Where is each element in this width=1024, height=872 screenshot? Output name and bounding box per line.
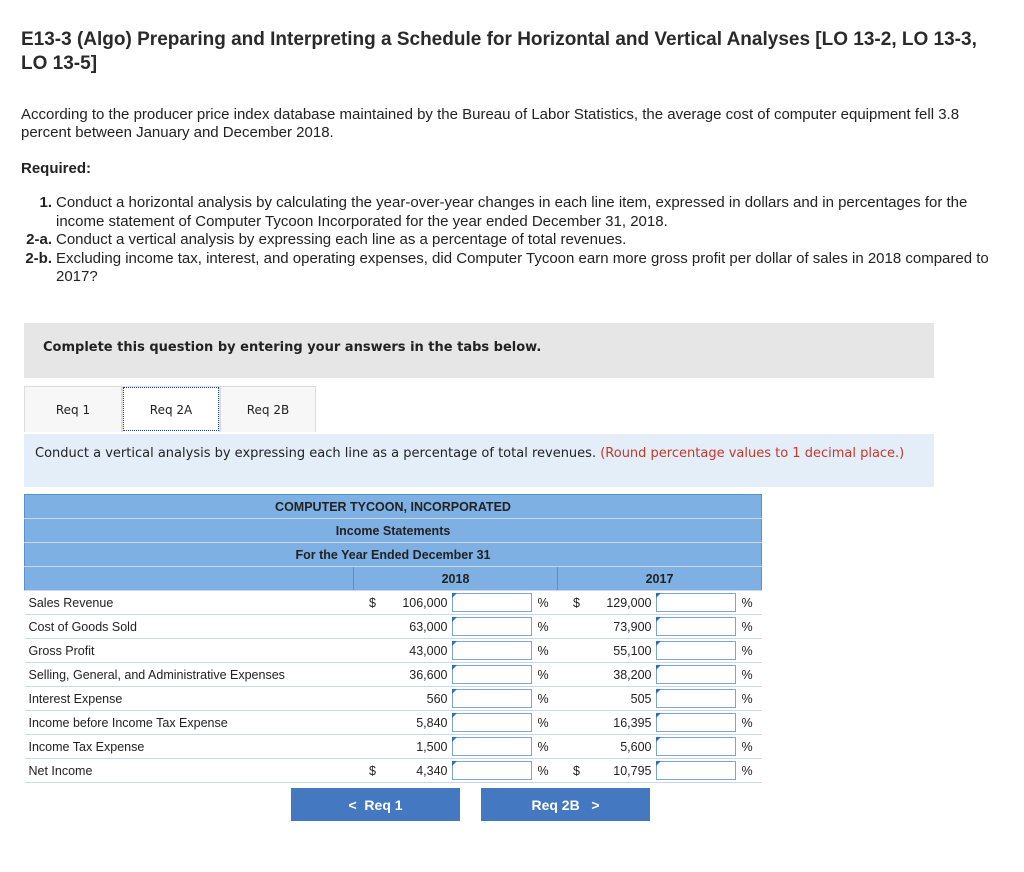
percent-cell (452, 663, 538, 687)
percent-input[interactable] (452, 593, 532, 612)
income-statement-table (24, 494, 762, 783)
input-marker-icon (656, 737, 661, 742)
requirement-item: 2-a. Conduct a vertical analysis by expressing each line as a percentage of total revenues. (26, 231, 627, 248)
percent-input[interactable] (452, 761, 532, 780)
amount-value: 5,600 (596, 735, 656, 759)
percent-input[interactable] (656, 641, 736, 660)
tab-bar (24, 386, 316, 434)
input-marker-icon (452, 713, 457, 718)
required-heading: Required: (21, 160, 92, 177)
percent-input[interactable] (656, 689, 736, 708)
percent-sign: % (538, 615, 558, 639)
currency-symbol (558, 735, 596, 759)
input-marker-icon (656, 761, 661, 766)
percent-sign: % (742, 639, 762, 663)
percent-cell (452, 759, 538, 783)
percent-input[interactable] (452, 665, 532, 684)
year-2017-header: 2017 (558, 567, 762, 591)
percent-sign: % (742, 711, 762, 735)
percent-input[interactable] (656, 761, 736, 780)
row-label: Cost of Goods Sold (25, 615, 354, 639)
percent-cell (452, 591, 538, 615)
row-label: Income Tax Expense (25, 735, 354, 759)
input-marker-icon (656, 593, 661, 598)
currency-symbol: $ (354, 591, 392, 615)
percent-input[interactable] (656, 737, 736, 756)
year-2018-header: 2018 (354, 567, 558, 591)
percent-sign: % (538, 687, 558, 711)
percent-sign: % (742, 663, 762, 687)
row-label: Gross Profit (25, 639, 354, 663)
currency-symbol (558, 687, 596, 711)
amount-value: 63,000 (392, 615, 452, 639)
currency-symbol (558, 639, 596, 663)
input-marker-icon (452, 665, 457, 670)
percent-sign: % (742, 687, 762, 711)
table-row (25, 639, 762, 663)
percent-sign: % (742, 735, 762, 759)
percent-input[interactable] (656, 713, 736, 732)
table-row (25, 591, 762, 615)
table-row (25, 759, 762, 783)
currency-symbol: $ (558, 759, 596, 783)
table-row (25, 735, 762, 759)
row-label: Selling, General, and Administrative Expenses (25, 663, 354, 687)
amount-value: 4,340 (392, 759, 452, 783)
input-marker-icon (452, 641, 457, 646)
row-label: Interest Expense (25, 687, 354, 711)
row-label: Sales Revenue (25, 591, 354, 615)
amount-value: 36,600 (392, 663, 452, 687)
currency-symbol (558, 615, 596, 639)
amount-value: 43,000 (392, 639, 452, 663)
currency-symbol (558, 663, 596, 687)
percent-cell (656, 591, 742, 615)
currency-symbol: $ (558, 591, 596, 615)
percent-sign: % (538, 639, 558, 663)
page-title: E13-3 (Algo) Preparing and Interpreting a Schedule for Horizontal and Vertical Analyses [LO 13-2, LO 13-3, LO 13-5] (21, 29, 977, 74)
requirements-list (21, 194, 1001, 287)
tab-req-2b[interactable]: Req 2B (220, 386, 316, 432)
tab-req-2a[interactable]: Req 2A (122, 386, 220, 432)
row-label: Net Income (25, 759, 354, 783)
percent-input[interactable] (452, 689, 532, 708)
percent-sign: % (538, 759, 558, 783)
input-marker-icon (656, 713, 661, 718)
percent-cell (656, 615, 742, 639)
input-marker-icon (656, 617, 661, 622)
percent-input[interactable] (452, 617, 532, 636)
amount-value: 505 (596, 687, 656, 711)
percent-sign: % (742, 615, 762, 639)
chevron-left-icon: < (348, 796, 357, 813)
currency-symbol (354, 711, 392, 735)
amount-value: 55,100 (596, 639, 656, 663)
input-marker-icon (452, 617, 457, 622)
input-marker-icon (452, 689, 457, 694)
statement-name: Income Statements (25, 519, 762, 543)
currency-symbol (354, 735, 392, 759)
instruction-box (24, 434, 934, 487)
instructions-panel (24, 323, 934, 378)
chevron-right-icon: > (591, 796, 600, 813)
prev-button[interactable]: < Req 1 (291, 788, 460, 821)
percent-sign: % (538, 663, 558, 687)
requirement-item: 2-b. Excluding income tax, interest, and operating expenses, did Computer Tycoon earn more gross profit per dollar of sales in 2018 compared to 2017? (25, 249, 989, 285)
percent-cell (656, 663, 742, 687)
amount-value: 129,000 (596, 591, 656, 615)
row-label: Income before Income Tax Expense (25, 711, 354, 735)
percent-input[interactable] (452, 737, 532, 756)
amount-value: 106,000 (392, 591, 452, 615)
company-name: COMPUTER TYCOON, INCORPORATED (25, 495, 762, 519)
percent-sign: % (538, 735, 558, 759)
amount-value: 5,840 (392, 711, 452, 735)
table-row (25, 663, 762, 687)
percent-input[interactable] (452, 713, 532, 732)
instruction-text: Conduct a vertical analysis by expressing each line as a percentage of total revenues. (Round percentage values to 1 decimal place.) (35, 446, 905, 461)
next-button[interactable]: Req 2B > (481, 788, 650, 821)
requirement-item: 1. Conduct a horizontal analysis by calculating the year-over-year changes in each line item, expressed in dollars and in percentages for the income statement of Computer Tycoon Incorporated for the year ended December 31, 2018. (39, 194, 968, 230)
percent-cell (656, 711, 742, 735)
amount-value: 38,200 (596, 663, 656, 687)
percent-cell (656, 639, 742, 663)
table-row (25, 615, 762, 639)
percent-sign: % (742, 591, 762, 615)
percent-cell (452, 639, 538, 663)
input-marker-icon (656, 641, 661, 646)
amount-value: 16,395 (596, 711, 656, 735)
currency-symbol (354, 615, 392, 639)
input-marker-icon (452, 761, 457, 766)
amount-value: 73,900 (596, 615, 656, 639)
input-marker-icon (452, 593, 457, 598)
currency-symbol (354, 687, 392, 711)
percent-sign: % (538, 591, 558, 615)
percent-cell (452, 615, 538, 639)
percent-cell (656, 735, 742, 759)
input-marker-icon (656, 689, 661, 694)
currency-symbol (354, 663, 392, 687)
table-row (25, 711, 762, 735)
tab-req-1[interactable]: Req 1 (24, 386, 122, 432)
input-marker-icon (452, 737, 457, 742)
currency-symbol: $ (354, 759, 392, 783)
amount-value: 1,500 (392, 735, 452, 759)
percent-cell (656, 759, 742, 783)
percent-input[interactable] (656, 617, 736, 636)
percent-cell (452, 687, 538, 711)
percent-input[interactable] (452, 641, 532, 660)
panel-text: Complete this question by entering your answers in the tabs below. (43, 340, 542, 355)
currency-symbol (354, 639, 392, 663)
rounding-note: (Round percentage values to 1 decimal place.) (600, 446, 905, 461)
percent-input[interactable] (656, 665, 736, 684)
statement-period: For the Year Ended December 31 (25, 543, 762, 567)
table-row (25, 687, 762, 711)
percent-sign: % (742, 759, 762, 783)
currency-symbol (558, 711, 596, 735)
percent-cell (452, 735, 538, 759)
percent-sign: % (538, 711, 558, 735)
amount-value: 560 (392, 687, 452, 711)
input-marker-icon (656, 665, 661, 670)
intro-text: According to the producer price index database maintained by the Bureau of Labor Statistics, the average cost of computer equipment fell 3.8 percent between January and December 2018. (21, 106, 960, 141)
percent-cell (656, 687, 742, 711)
percent-cell (452, 711, 538, 735)
amount-value: 10,795 (596, 759, 656, 783)
percent-input[interactable] (656, 593, 736, 612)
